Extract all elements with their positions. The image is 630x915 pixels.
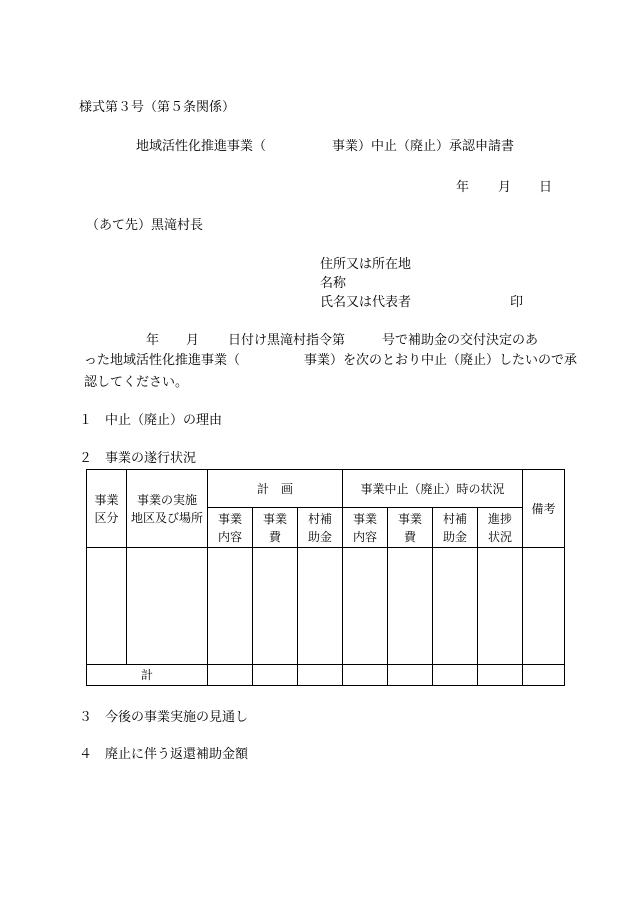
body-line1-rest2: 号で補助金の交付決定のあ (382, 333, 539, 348)
body-line-1 (86, 333, 566, 353)
date-year: 年 (456, 180, 470, 195)
body-year: 年 (146, 333, 160, 348)
section-2-heading: ２ 事業の遂行状況 (79, 451, 197, 466)
document-title (136, 139, 514, 155)
title-prefix: 地域活性化推進事業（ (136, 139, 267, 154)
table-row (87, 548, 565, 665)
header-status-subsidy: 村補 助金 (433, 508, 478, 548)
seal-mark: 印 (510, 295, 524, 310)
header-plan-content: 事業 内容 (208, 508, 253, 548)
section-3-heading: ３ 今後の事業実施の見通し (79, 710, 249, 725)
body-month: 月 (186, 333, 200, 348)
header-status-cost: 事業 費 (388, 508, 433, 548)
header-business-category: 事業 区分 (87, 470, 127, 548)
body-line3: 認してください。 (84, 375, 189, 390)
body-line-2 (84, 353, 578, 375)
total-label: 計 (87, 665, 208, 686)
header-status-at-cancellation: 事業中止（廃止）時の状況 (343, 470, 523, 508)
header-remarks: 備考 (523, 470, 565, 548)
header-implementation-area: 事業の実施 地区及び場所 (127, 470, 208, 548)
header-plan: 計 画 (208, 470, 343, 508)
applicant-representative-label: 氏名又は代表者 (320, 295, 412, 310)
date-day: 日 (539, 180, 553, 195)
request-body (84, 333, 578, 395)
applicant-name-label: 名称 (320, 276, 347, 291)
body-line1-rest: 日付け黒滝村指令第 (228, 333, 346, 348)
date-month: 月 (498, 180, 512, 195)
form-number: 様式第３号（第５条関係） (79, 100, 236, 115)
header-plan-subsidy: 村補 助金 (298, 508, 343, 548)
applicant-address-label: 住所又は所在地 (320, 257, 412, 272)
section-4-heading: ４ 廃止に伴う返還補助金額 (79, 747, 249, 762)
body-line2-b: 事業）を次のとおり中止（廃止）したいので承 (304, 353, 578, 368)
body-line2-a: った地域活性化推進事業（ (84, 353, 241, 368)
header-status-progress: 進捗 状況 (478, 508, 523, 548)
header-plan-cost: 事業 費 (253, 508, 298, 548)
header-status-content: 事業 内容 (343, 508, 388, 548)
total-row (87, 665, 565, 686)
progress-status-table (86, 469, 565, 686)
addressee: （あて先）黒滝村長 (86, 218, 204, 233)
body-line-3 (86, 375, 566, 395)
section-1-heading: １ 中止（廃止）の理由 (79, 413, 223, 428)
title-suffix: 事業）中止（廃止）承認申請書 (332, 139, 515, 154)
